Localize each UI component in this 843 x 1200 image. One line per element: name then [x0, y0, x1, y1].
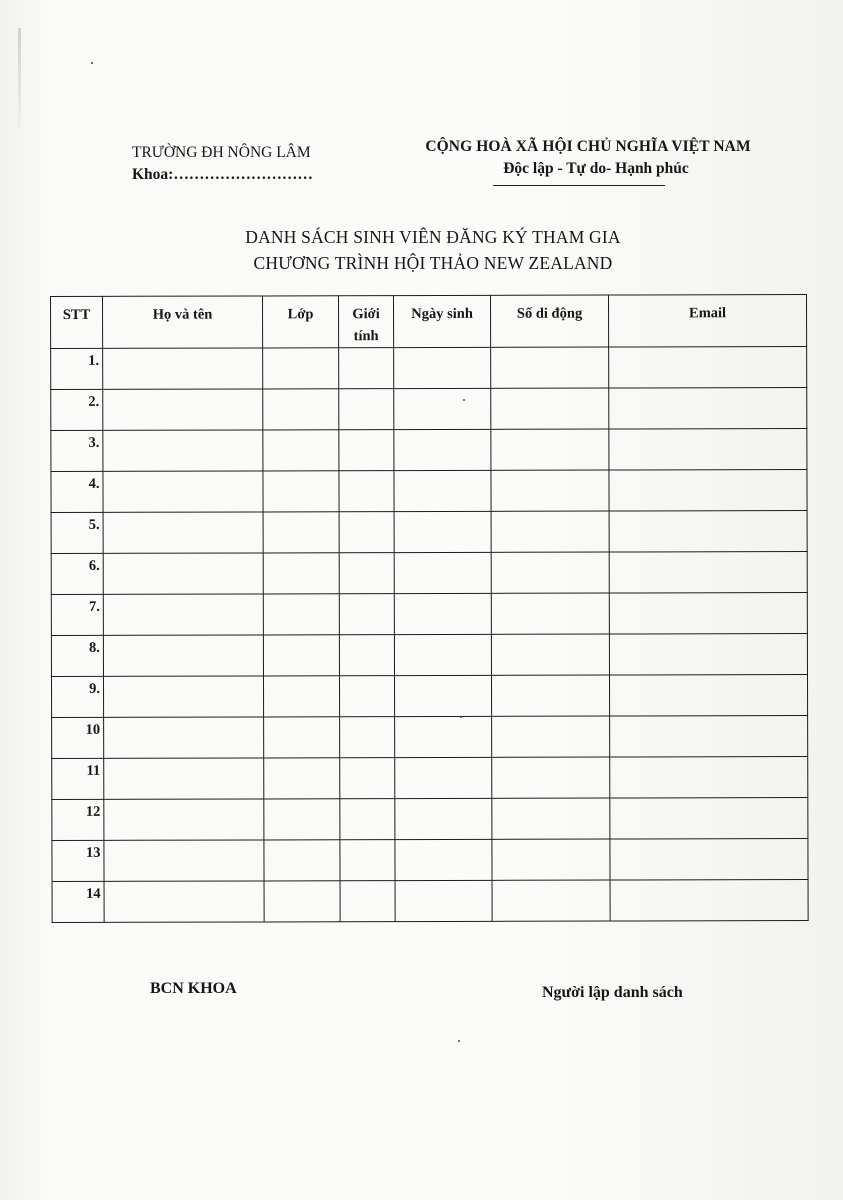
- table-row: [51, 675, 807, 718]
- row-number: 4.: [51, 471, 103, 512]
- cell-phone: [491, 347, 609, 388]
- cell-name: [103, 635, 263, 676]
- cell-gender: [339, 594, 394, 635]
- cell-name: [103, 471, 263, 512]
- cell-class: [263, 389, 339, 430]
- cell-class: [264, 840, 340, 881]
- cell-dob: [394, 634, 491, 675]
- cell-phone: [492, 716, 610, 757]
- cell-class: [264, 717, 340, 758]
- cell-class: [263, 676, 339, 717]
- list-preparer-signature-label: Người lập danh sách: [542, 984, 683, 1001]
- row-number: 3.: [51, 430, 103, 471]
- cell-class: [263, 594, 339, 635]
- cell-gender: [339, 553, 394, 594]
- title-line-2: CHƯƠNG TRÌNH HỘI THẢO NEW ZEALAND: [253, 253, 613, 273]
- cell-email: [610, 716, 808, 758]
- cell-name: [103, 594, 263, 635]
- cell-gender: [339, 676, 394, 717]
- cell-dob: [394, 429, 491, 470]
- cell-name: [103, 553, 263, 594]
- cell-gender: [339, 635, 394, 676]
- cell-gender: [339, 389, 394, 430]
- table-row: [52, 798, 808, 841]
- cell-dob: [394, 347, 491, 388]
- title-line-1: DANH SÁCH SINH VIÊN ĐĂNG KÝ THAM GIA: [245, 227, 621, 247]
- cell-phone: [491, 388, 609, 429]
- cell-class: [263, 471, 339, 512]
- cell-email: [610, 757, 808, 799]
- row-number: 6.: [51, 553, 103, 594]
- cell-dob: [394, 675, 491, 716]
- cell-email: [609, 388, 807, 430]
- cell-email: [609, 675, 807, 717]
- cell-phone: [491, 675, 609, 716]
- column-header-gender-line-2: tính: [353, 328, 379, 345]
- table-row: [52, 839, 808, 882]
- cell-name: [103, 512, 263, 553]
- table-row: [51, 634, 807, 677]
- cell-email: [609, 470, 807, 512]
- faculty-board-signature-label: BCN KHOA: [150, 980, 237, 997]
- cell-email: [610, 839, 808, 881]
- table-row: [51, 511, 807, 554]
- scan-speck: [458, 1040, 460, 1042]
- cell-phone: [491, 511, 609, 552]
- table-header-row: [51, 295, 807, 349]
- cell-gender: [339, 430, 394, 471]
- row-number: 13: [52, 840, 104, 881]
- cell-class: [263, 635, 339, 676]
- institution-header: [132, 142, 313, 186]
- table-row: [51, 470, 807, 513]
- cell-dob: [395, 839, 492, 880]
- cell-name: [104, 881, 264, 922]
- cell-dob: [395, 716, 492, 757]
- cell-email: [609, 552, 807, 594]
- row-number: 12: [52, 799, 104, 840]
- column-header-gender-line-1: Giới: [352, 306, 380, 323]
- row-number: 10: [52, 717, 104, 758]
- table-row: [51, 593, 807, 636]
- registration-table-wrap: [50, 294, 808, 936]
- row-number: 1.: [51, 348, 103, 389]
- cell-name: [104, 840, 264, 881]
- cell-phone: [492, 880, 610, 921]
- cell-email: [609, 511, 807, 553]
- cell-email: [610, 798, 808, 840]
- table-row: [52, 757, 808, 800]
- cell-class: [264, 758, 340, 799]
- cell-email: [609, 429, 807, 471]
- column-header-name: Họ và tên: [103, 296, 263, 348]
- cell-dob: [394, 388, 491, 429]
- cell-name: [104, 758, 264, 799]
- cell-dob: [394, 552, 491, 593]
- cell-dob: [395, 798, 492, 839]
- cell-phone: [491, 593, 609, 634]
- scan-speck: [463, 399, 465, 401]
- row-number: 8.: [51, 635, 103, 676]
- cell-dob: [394, 593, 491, 634]
- motto-underline: [493, 185, 665, 186]
- cell-phone: [491, 552, 609, 593]
- cell-dob: [394, 511, 491, 552]
- table-row: [51, 429, 807, 472]
- cell-class: [263, 430, 339, 471]
- cell-name: [103, 348, 263, 389]
- cell-email: [610, 880, 808, 922]
- cell-phone: [491, 429, 609, 470]
- cell-email: [609, 634, 807, 676]
- table-row: [52, 716, 808, 759]
- faculty-field: Khoa:………………………: [132, 166, 313, 183]
- column-header-dob: Ngày sinh: [394, 295, 491, 347]
- cell-gender: [340, 717, 395, 758]
- university-name: TRƯỜNG ĐH NÔNG LÂM: [132, 144, 311, 161]
- document-title: [200, 224, 666, 276]
- cell-gender: [340, 799, 395, 840]
- table-row: [52, 880, 808, 923]
- national-motto: Độc lập - Tự do- Hạnh phúc: [503, 160, 689, 177]
- column-header-gender: [339, 296, 394, 348]
- registration-table: [50, 294, 809, 923]
- cell-dob: [395, 880, 492, 921]
- cell-email: [609, 593, 807, 635]
- scan-speck: [460, 716, 462, 718]
- cell-name: [103, 430, 263, 471]
- row-number: 9.: [51, 676, 103, 717]
- cell-class: [263, 348, 339, 389]
- cell-name: [103, 389, 263, 430]
- cell-class: [263, 512, 339, 553]
- column-header-class: Lớp: [263, 296, 339, 348]
- cell-gender: [340, 840, 395, 881]
- cell-gender: [340, 758, 395, 799]
- cell-gender: [340, 881, 395, 922]
- cell-class: [264, 881, 340, 922]
- row-number: 11: [52, 758, 104, 799]
- cell-class: [264, 799, 340, 840]
- row-number: 14: [52, 881, 104, 922]
- cell-phone: [492, 757, 610, 798]
- column-header-phone: Số di động: [490, 295, 608, 347]
- column-header-email: Email: [608, 295, 806, 348]
- nation-name: CỘNG HOÀ XÃ HỘI CHỦ NGHĨA VIỆT NAM: [425, 138, 751, 155]
- cell-gender: [339, 512, 394, 553]
- table-row: [51, 388, 807, 431]
- row-number: 2.: [51, 389, 103, 430]
- table-row: [51, 347, 807, 390]
- cell-gender: [339, 348, 394, 389]
- cell-name: [104, 717, 264, 758]
- row-number: 5.: [51, 512, 103, 553]
- cell-phone: [492, 798, 610, 839]
- cell-name: [103, 676, 263, 717]
- row-number: 7.: [51, 594, 103, 635]
- cell-dob: [394, 470, 491, 511]
- cell-dob: [395, 757, 492, 798]
- column-header-stt: STT: [51, 296, 103, 348]
- cell-phone: [492, 839, 610, 880]
- cell-gender: [339, 471, 394, 512]
- cell-email: [609, 347, 807, 389]
- cell-class: [263, 553, 339, 594]
- table-row: [51, 552, 807, 595]
- cell-phone: [491, 470, 609, 511]
- scan-speck: [91, 62, 93, 64]
- cell-phone: [491, 634, 609, 675]
- cell-name: [104, 799, 264, 840]
- national-header: [408, 136, 768, 180]
- table-body: [51, 347, 809, 923]
- scan-edge-mark: [18, 28, 21, 128]
